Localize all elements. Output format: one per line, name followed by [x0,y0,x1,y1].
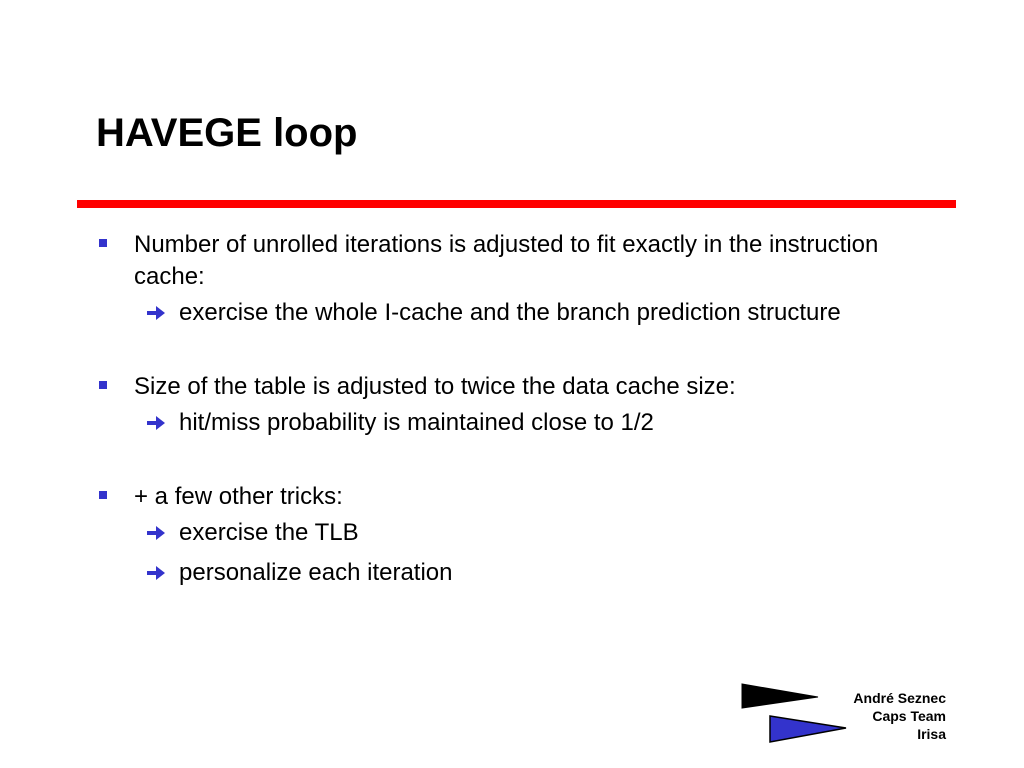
sub-bullet-text: hit/miss probability is maintained close to 1/2 [179,409,654,436]
sub-bullet-item [134,557,896,589]
sub-bullet-list [134,517,896,589]
arrow-right-icon [146,305,166,321]
sub-bullet-item [134,407,896,439]
sub-bullet-list [134,297,896,329]
arrow-right-icon [146,415,166,431]
footer-institution: Irisa [917,726,946,742]
title-underline [77,200,956,208]
footer-team: Caps Team [872,708,946,724]
slide-title: HAVEGE loop [96,111,358,155]
square-bullet-icon [99,381,107,389]
bullet-item [96,371,896,439]
bullet-list [96,229,896,589]
square-bullet-icon [99,239,107,247]
footer-credits [812,689,946,743]
sub-bullet-text: exercise the TLB [179,519,359,546]
sub-bullet-text: personalize each iteration [179,559,453,586]
sub-bullet-item [134,517,896,549]
sub-bullet-item [134,297,896,329]
bullet-text: Size of the table is adjusted to twice the data cache size: [134,373,736,400]
footer-author: André Seznec [853,690,946,706]
bullet-item [96,229,896,329]
black-pennant-icon [742,684,818,708]
arrow-right-icon [146,525,166,541]
sub-bullet-list [134,407,896,439]
square-bullet-icon [99,491,107,499]
bullet-item [96,481,896,589]
arrow-right-icon [146,565,166,581]
bullet-text: + a few other tricks: [134,483,343,510]
bullet-text: Number of unrolled iterations is adjusted to fit exactly in the instruction cache: [134,231,879,290]
sub-bullet-text: exercise the whole I-cache and the branch prediction structure [179,299,841,326]
